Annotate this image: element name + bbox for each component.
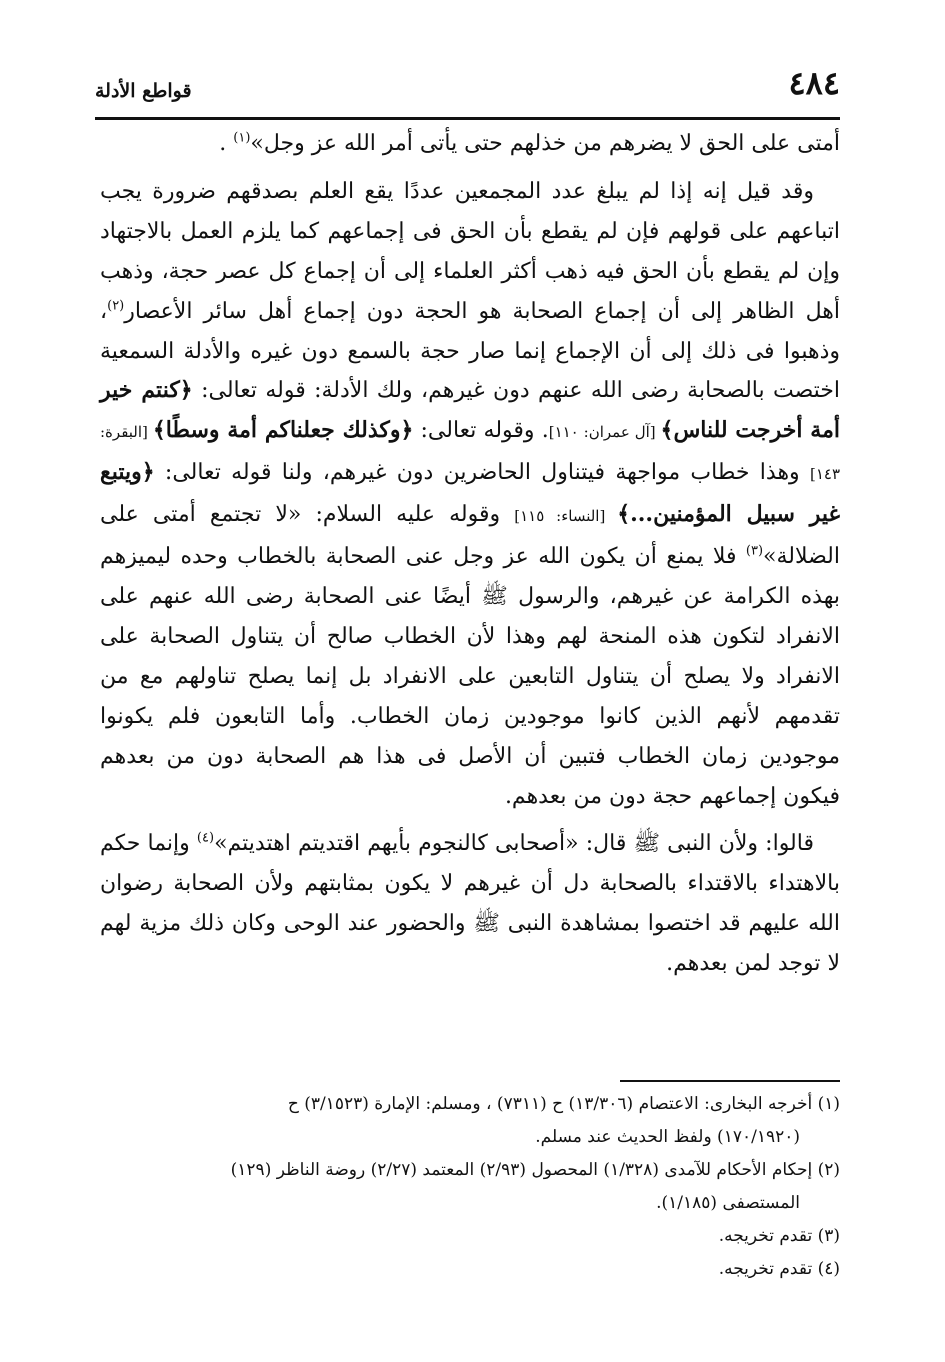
footnote-2-line-2: المستصفى (١/١٨٥). xyxy=(656,1193,800,1213)
verse-ref-1: [آل عمران: ١١٠] xyxy=(548,423,661,442)
footnote-2 xyxy=(100,1154,840,1187)
footnote-1-continued xyxy=(100,1121,840,1154)
footnote-1 xyxy=(100,1088,840,1121)
main-text xyxy=(100,124,840,984)
paragraph-2-text-d: وهذا خطاب مواجهة فيتناول الحاضرين دون غيرهم، ولنا قوله تعالى: xyxy=(154,460,810,486)
footnote-2-continued xyxy=(100,1187,840,1220)
quran-verse-1: ﴿كنتم خير أمة أخرجت للناس﴾ xyxy=(100,377,840,444)
paragraph-2-text-e: وقوله عليه السلام: «لا تجتمع أمتى على الضلالة» xyxy=(100,502,840,570)
footnote-4 xyxy=(100,1253,840,1286)
footnote-4-text: (٤) تقدم تخريجه. xyxy=(718,1259,840,1279)
paragraph-1-text: أمتى على الحق لا يضرهم من خذلهم حتى يأتى أمر الله عز وجل» xyxy=(250,131,840,156)
page-header xyxy=(95,62,840,118)
running-title: قواطع الأدلة xyxy=(95,80,192,102)
footnote-ref-1: (١) xyxy=(233,130,251,146)
footnote-ref-4: (٤) xyxy=(196,831,215,847)
footnote-2-line-1: (٢) إحكام الأحكام للآمدى (١/٣٢٨) المحصول (٢/٩٣) المعتمد (٢/٢٧) روضة الناظر (١٢٩) xyxy=(230,1160,840,1180)
paragraph-2 xyxy=(100,172,840,817)
quran-verse-3: ﴿ويتبع غير سبيل المؤمنين...﴾ xyxy=(100,459,840,528)
quran-verse-2: ﴿وكذلك جعلناكم أمة وسطًا﴾ xyxy=(152,417,414,444)
page-number: ٤٨٤ xyxy=(788,64,840,102)
paragraph-2-text-a: وقد قيل إنه إذا لم يبلغ عدد المجمعين عددًا يقع العلم بصدقهم ضرورة يجب اتباعهم على قولهم فإن لم يقطع بأن الحق فى إجماعهم كما يلزم العمل بالاجتهاد وإن لم يقطع بأن الحق فيه ذهب أكثر العلماء إلى أن إجماع كل عصر حجة، وذهب أهل الظاهر إلى أن إجماع الصحابة هو الحجة دون إجماع أهل سائر الأعصار xyxy=(100,178,840,324)
paragraph-2-text-f: فلا يمنع أن يكون الله عز وجل عنى الصحابة بالخطاب وحده ليميزهم بهذه الكرامة عن غيرهم، والرسول ﷺ أيضًا عنى الصحابة رضى الله عنهم على الانفراد لتكون هذه المنحة لهم وهذا لأن الخطاب صالح أن يتناول الصحابة على الانفراد ولا يصلح أن يتناول التابعين على الانفراد بل إنما يصلح تناولهم مع من تقدمهم لأنهم الذين كانوا موجودين زمان الخطاب. وأما التابعون فلم يكونوا موجودين زمان الخطاب فتبين أن الأصل فى هذا هم الصحابة دون من بعدهم فيكون إجماعهم حجة دون من بعدهم. xyxy=(100,544,840,809)
footnote-separator xyxy=(620,1080,840,1082)
paragraph-3-text-b: وإنما حكم بالاهتداء بالاقتداء بالصحابة دل أن غيرهم لا يكون بمثابتهم ولأن الصحابة رضوان الله عليهم قد اختصوا بمشاهدة النبى ﷺ والحضور عند الوحى وكان ذلك مزية لهم لا توجد لمن بعدهم. xyxy=(100,831,841,977)
paragraph-3 xyxy=(100,824,840,984)
footnotes xyxy=(100,1088,840,1286)
paragraph-1-end: . xyxy=(219,131,234,156)
footnote-1-line-2: (١٧٠/١٩٢٠) ولفظ الحديث عند مسلم. xyxy=(535,1127,800,1147)
header-rule xyxy=(95,117,840,120)
footnote-3 xyxy=(100,1220,840,1253)
paragraph-3-text-a: قالوا: ولأن النبى ﷺ قال: «أصحابى كالنجوم بأيهم اقتديتم اهتديتم» xyxy=(214,831,814,857)
paragraph-2-text-b: ، وذهبوا فى ذلك إلى أن الإجماع إنما صار حجة بالسمع دون غيره والأدلة السمعية اختصت بالصحابة رضى الله عنهم دون غيرهم، ولك الأدلة: قوله تعالى: xyxy=(100,298,841,404)
footnote-1-line-1: (١) أخرجه البخارى: الاعتصام (١٣/٣٠٦) ح (٧٣١١) ، ومسلم: الإمارة (٣/١٥٢٣) ح xyxy=(287,1094,840,1114)
verse-ref-3: [النساء: ١١٥] xyxy=(514,507,618,526)
paragraph-1 xyxy=(100,124,840,164)
footnote-ref-3: (٣) xyxy=(745,543,764,559)
footnote-ref-2: (٢) xyxy=(107,298,125,314)
footnote-3-text: (٣) تقدم تخريجه. xyxy=(718,1226,840,1246)
paragraph-2-text-c: . وقوله تعالى: xyxy=(413,418,549,444)
verse-ref-2: [البقرة: ١٤٣] xyxy=(100,423,840,484)
